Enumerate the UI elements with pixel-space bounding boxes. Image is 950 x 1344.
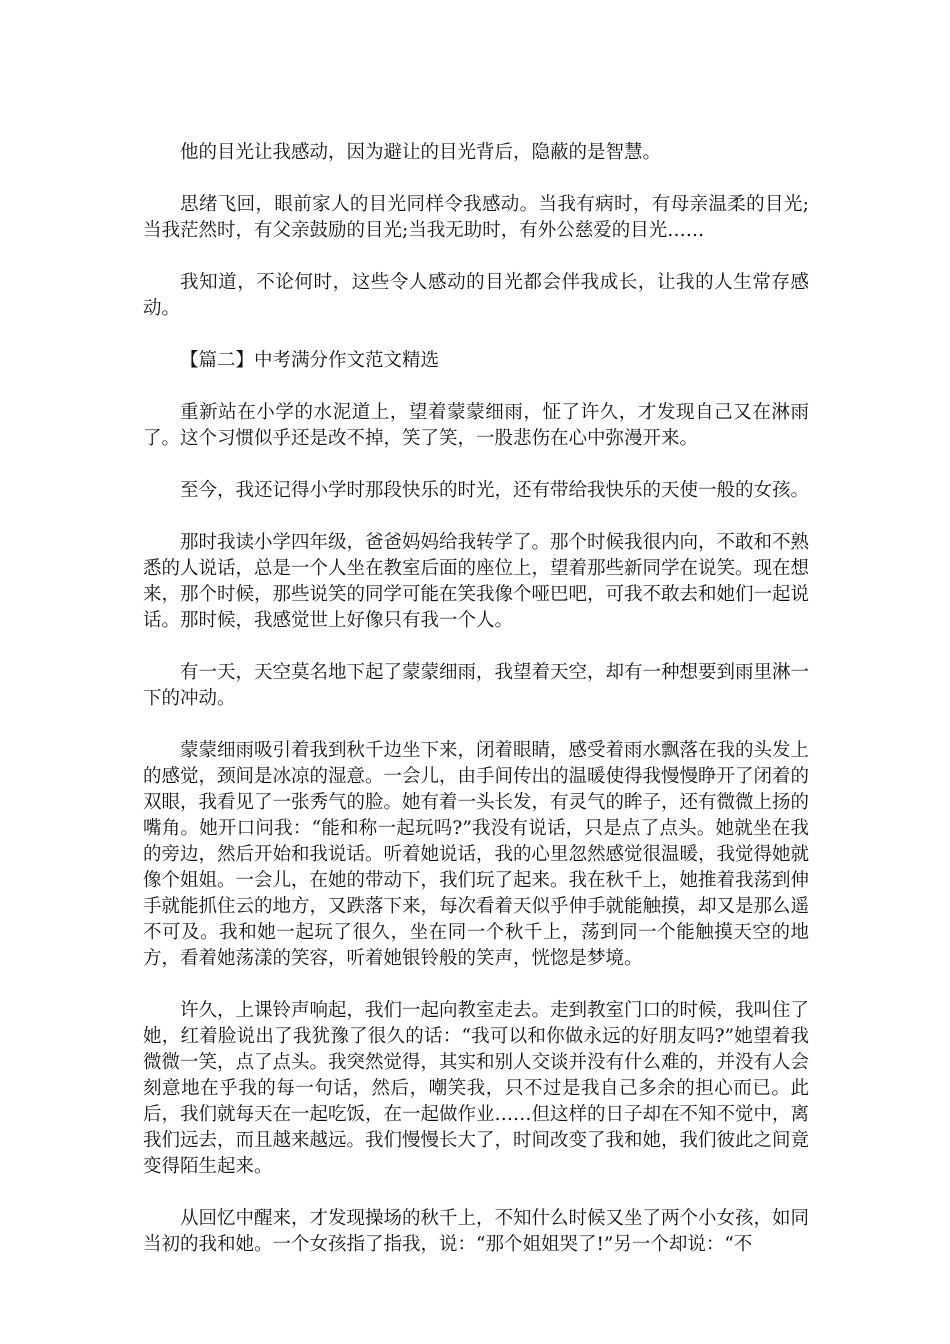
- paragraph: 至今，我还记得小学时那段快乐的时光，还有带给我快乐的天使一般的女孩。: [180, 480, 810, 501]
- section-heading: 【篇二】中考满分作文范文精选: [180, 350, 440, 371]
- paragraph: 我知道，不论何时，这些令人感动的目光都会伴我成长，让我的人生常存感动。: [143, 272, 809, 319]
- paragraph: 重新站在小学的水泥道上，望着蒙蒙细雨，怔了许久，才发现自己又在淋雨了。这个习惯似乎还是改不掉，笑了笑，一股悲伤在心中弥漫开来。: [143, 402, 809, 449]
- paragraph: 蒙蒙细雨吸引着我到秋千边坐下来，闭着眼睛，感受着雨水飘落在我的头发上的感觉，颈间是冰凉的湿意。一会儿，由手间传出的温暖使得我慢慢睁开了闭着的双眼，我看见了一张秀气的脸。她有着一头长发，有灵气的眸子，还有微微上扬的嘴角。她开口问我：“能和称一起玩吗?”我没有说话，只是点了点头。她就坐在我的旁边，然后开始和我说话。听着她说话，我的心里忽然感觉很温暖，我觉得她就像个姐姐。一会儿，在她的带动下，我们玩了起来。我在秋千上，她推着我荡到伸手就能抓住云的地方，又跌落下来，每次看着天似乎伸手就能触摸，却又是那么遥不可及。我和她一起玩了很久，坐在同一个秋千上，荡到同一个能触摸天空的地方，看着她荡漾的笑容，听着她银铃般的笑声，恍惚是梦境。: [143, 740, 810, 969]
- document-body: [143, 140, 809, 1284]
- paragraph: 那时我读小学四年级，爸爸妈妈给我转学了。那个时候我很内向，不敢和不熟悉的人说话，总是一个人坐在教室后面的座位上，望着那些新同学在说笑。现在想来，那个时候，那些说笑的同学可能在笑我像个哑巴吧，可我不敢去和她们一起说话。那时候，我感觉世上好像只有我一个人。: [143, 532, 810, 631]
- paragraph: 从回忆中醒来，才发现操场的秋千上，不知什么时候又坐了两个小女孩，如同当初的我和她。一个女孩指了指我，说：“那个姐姐哭了!”另一个却说：“不: [143, 1208, 810, 1255]
- paragraph: 思绪飞回，眼前家人的目光同样令我感动。当我有病时，有母亲温柔的目光;当我茫然时，有父亲鼓励的目光;当我无助时，有外公慈爱的目光……: [143, 194, 809, 241]
- paragraph: 有一天，天空莫名地下起了蒙蒙细雨，我望着天空，却有一种想要到雨里淋一下的冲动。: [143, 662, 810, 709]
- paragraph: 许久，上课铃声响起，我们一起向教室走去。走到教室门口的时候，我叫住了她，红着脸说出了我犹豫了很久的话：“我可以和你做永远的好朋友吗?”她望着我微微一笑，点了点头。我突然觉得，其实和别人交谈并没有什么难的，并没有人会刻意地在乎我的每一句话，然后，嘲笑我，只不过是我自己多余的担心而已。此后，我们就每天在一起吃饭，在一起做作业……但这样的日子却在不知不觉中，离我们远去，而且越来越远。我们慢慢长大了，时间改变了我和她，我们彼此之间竟变得陌生起来。: [143, 1000, 810, 1177]
- paragraph: 他的目光让我感动，因为避让的目光背后，隐蔽的是智慧。: [180, 142, 662, 163]
